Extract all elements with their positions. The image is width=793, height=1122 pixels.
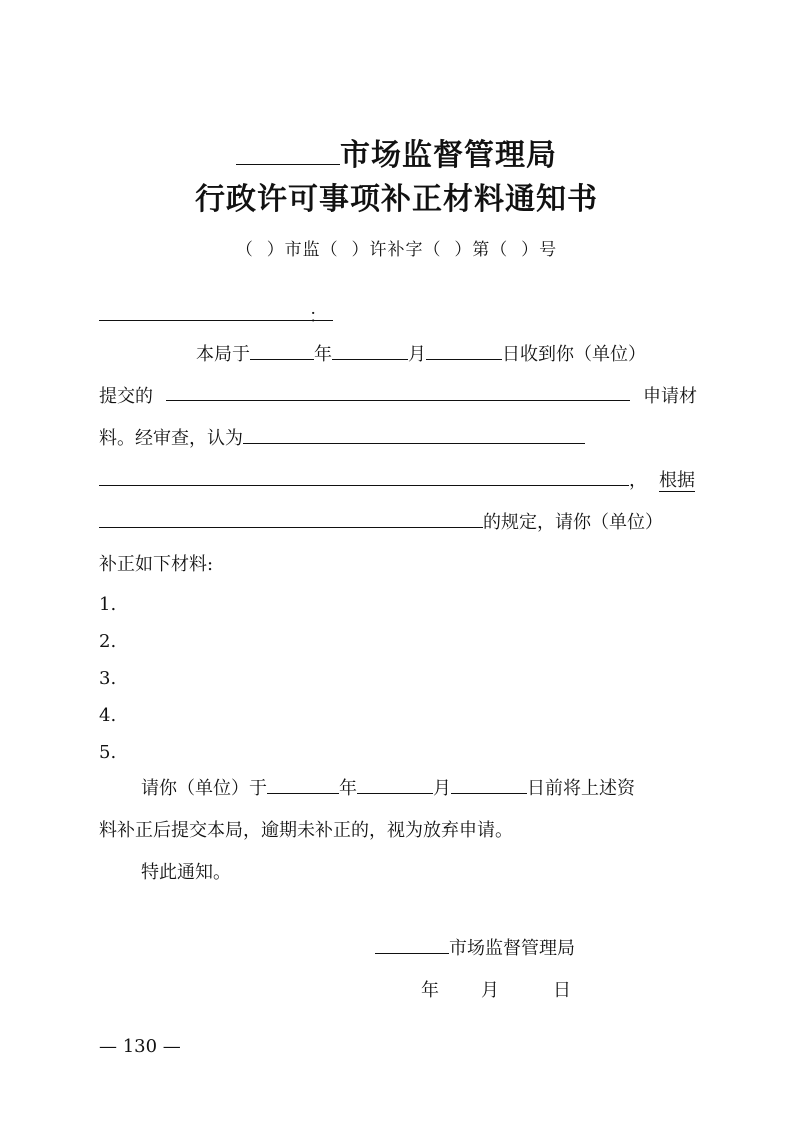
- p1-line-2: [99, 382, 697, 412]
- application-blank: [166, 382, 630, 401]
- ref-part: ）市监（: [266, 240, 339, 260]
- deadline-month-blank: [357, 775, 433, 794]
- date-year-blank: [250, 341, 314, 360]
- p1-line-1: [196, 340, 697, 370]
- list-item: 3.: [99, 668, 117, 689]
- ref-part: ）号: [521, 240, 558, 260]
- review-blank-1: [243, 425, 585, 444]
- p1-materials-a: 申请材: [643, 386, 697, 407]
- title-agency: 市场监督管理局: [340, 138, 557, 173]
- deadline-day-blank: [451, 775, 527, 794]
- signature-org: [375, 934, 575, 964]
- p1-year: 年: [314, 344, 332, 365]
- deadline-year-blank: [267, 775, 339, 794]
- p2-line-1: [141, 774, 697, 804]
- agency-blank: [236, 134, 340, 165]
- ref-part: ）许补字（: [351, 240, 442, 260]
- p1-suffix: 日收到你（单位）: [502, 344, 646, 365]
- signature-org-name: 市场监督管理局: [449, 938, 575, 959]
- ref-part: ）第（: [454, 240, 509, 260]
- review-blank-2: [99, 467, 629, 486]
- list-item: 5.: [99, 742, 117, 763]
- list-item: 4.: [99, 705, 117, 726]
- p1-line-5: [99, 508, 697, 538]
- p2-year: 年: [339, 778, 357, 799]
- ref-part: （: [235, 240, 254, 260]
- title-line-2: 行政许可事项补正材料通知书: [195, 182, 598, 217]
- date-month-blank: [332, 341, 408, 360]
- signature-blank: [375, 935, 449, 954]
- page-number: — 130 —: [99, 1036, 181, 1057]
- p1-prefix: 本局于: [196, 344, 250, 365]
- p1-line-6: 补正如下材料:: [99, 554, 214, 575]
- legal-basis-blank: [99, 509, 483, 528]
- p1-month: 月: [408, 344, 426, 365]
- p2-month: 月: [433, 778, 451, 799]
- signature-year: 年: [421, 980, 439, 1001]
- p1-according: 根据: [659, 470, 695, 491]
- p1-materials-b: 料。经审查，认为: [99, 428, 243, 449]
- p2-suffix: 日前将上述资: [527, 778, 635, 799]
- addressee-colon: ：: [309, 306, 327, 327]
- addressee-line: [99, 302, 697, 332]
- signature-month: 月: [481, 980, 499, 1001]
- signature-date: [421, 976, 571, 1006]
- p2-line-2: 料补正后提交本局，逾期未补正的，视为放弃申请。: [99, 820, 513, 841]
- list-item: 1.: [99, 594, 117, 615]
- list-item: 2.: [99, 631, 117, 652]
- title-line-1: [0, 134, 793, 176]
- addressee-blank: [99, 302, 333, 327]
- p1-comma: ，: [629, 470, 647, 491]
- p1-line-3: [99, 424, 697, 454]
- closing: 特此通知。: [141, 862, 231, 883]
- p1-provision: 的规定，请你（单位）: [483, 512, 663, 533]
- p2-prefix: 请你（单位）于: [141, 778, 267, 799]
- p1-line-4: [99, 466, 697, 496]
- signature-day: 日: [553, 980, 571, 1001]
- p1-submitted: 提交的: [99, 386, 153, 407]
- date-day-blank: [426, 341, 502, 360]
- reference-number: [0, 236, 793, 264]
